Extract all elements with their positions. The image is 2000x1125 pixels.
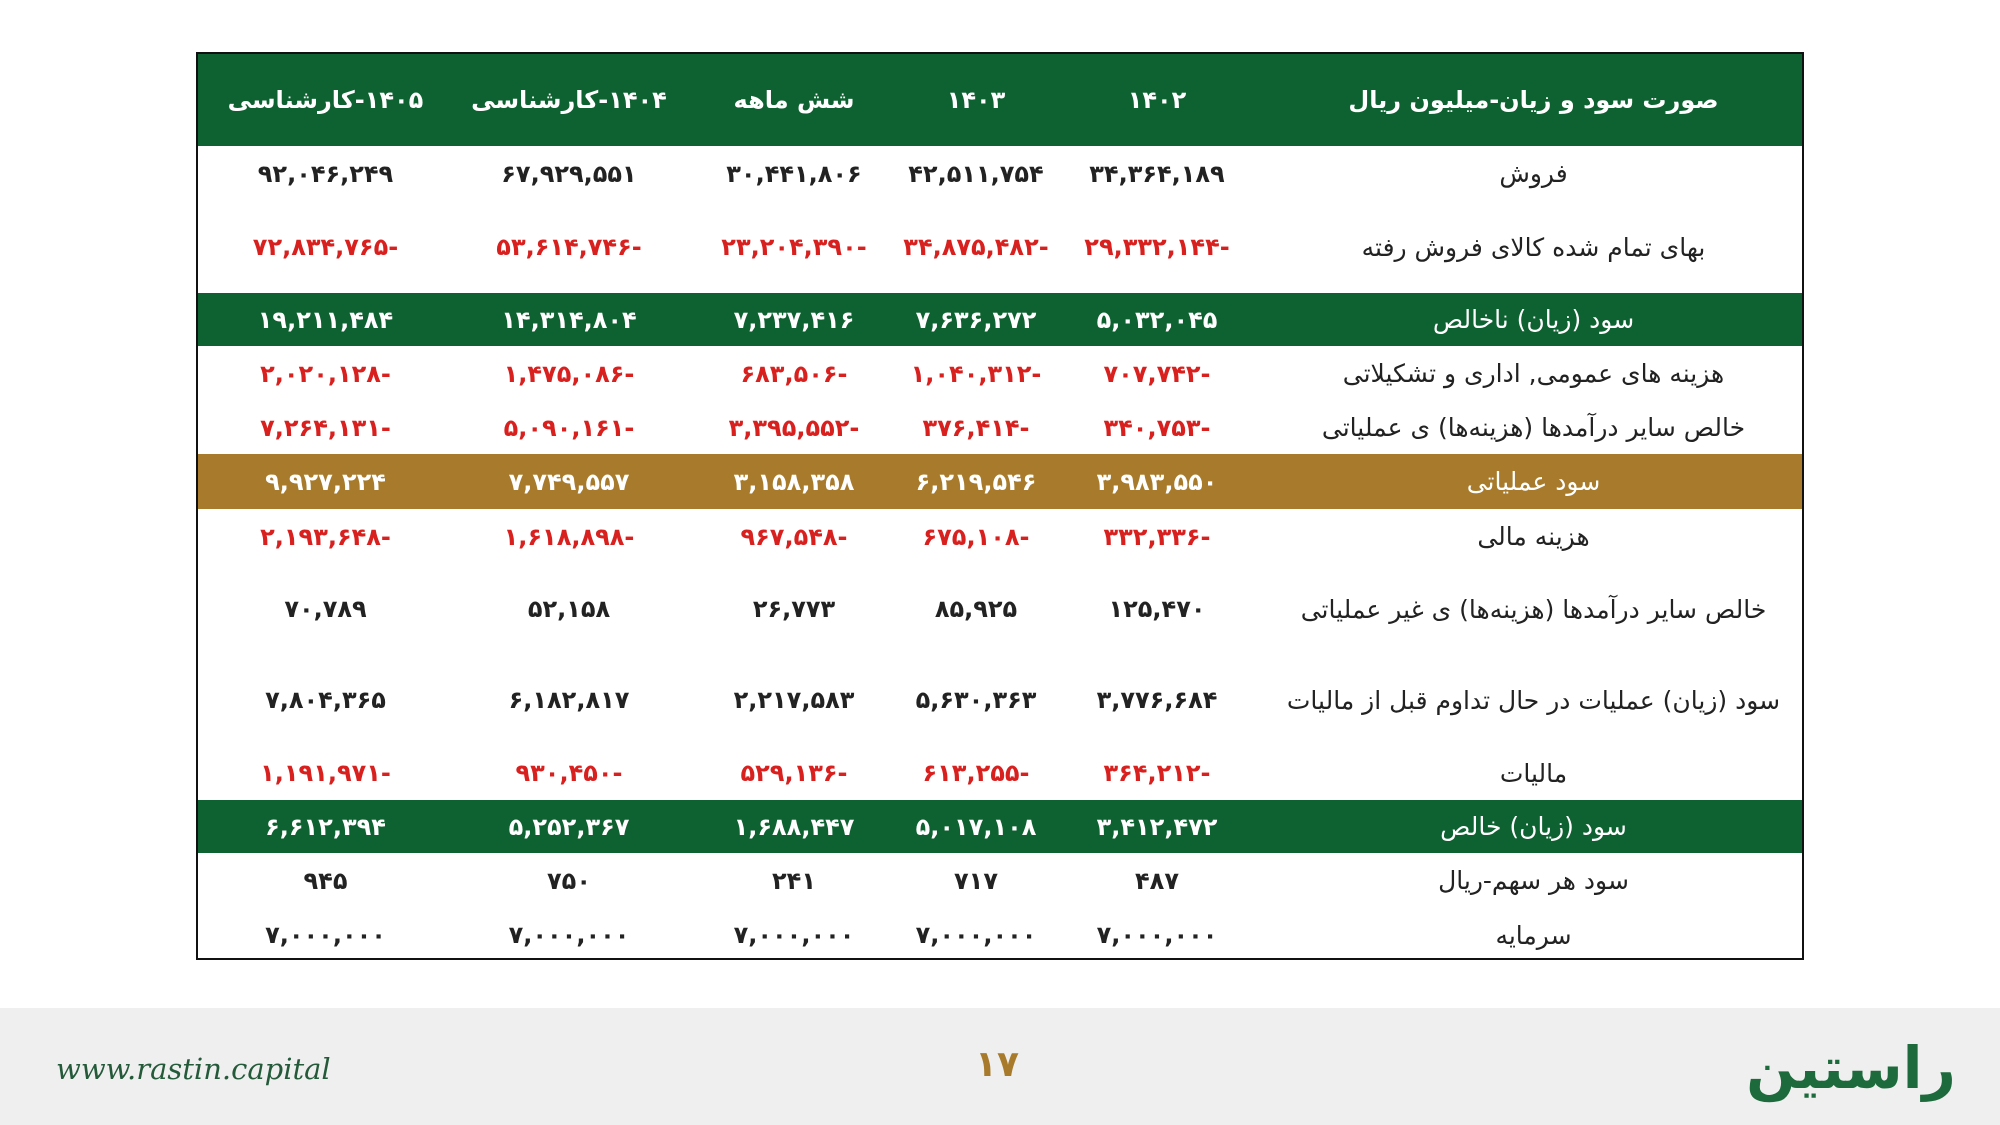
row-eps [198,853,1802,908]
cell-value: -۶۷۵,۱۰۸ [922,522,1030,551]
cell-value: -۱,۰۴۰,۳۱۲ [910,359,1042,388]
header-title: صورت سود و زیان-میلیون ریال [1265,54,1802,146]
row-label: سود (زیان) خالص [1265,800,1802,853]
cell-value: ۹۲,۰۴۶,۲۴۹ [257,159,394,188]
header-1403: ۱۴۰۳ [903,54,1049,146]
cell-value: -۵۳,۶۱۴,۷۴۶ [496,233,642,261]
cell-value: ۷,۰۰۰,۰۰۰ [1096,921,1218,949]
cell-value: -۳۶۴,۲۱۲ [1103,759,1211,787]
cell-value: -۶۸۳,۵۰۶ [740,359,848,388]
cell-value: -۷۰۷,۷۴۲ [1103,359,1211,388]
cell-value: ۳,۴۱۲,۴۷۲ [1049,800,1265,853]
row-operating-profit [198,454,1802,509]
cell-value: -۱,۶۱۸,۸۹۸ [503,522,635,551]
row-label: فروش [1499,159,1568,188]
cell-value: ۵,۰۳۲,۰۴۵ [1049,293,1265,346]
row-other-non-operating [198,564,1802,654]
cell-value: ۷,۸۰۴,۳۶۵ [265,686,386,714]
website-link[interactable]: www.rastin.capital [56,1052,331,1086]
row-pretax-profit [198,654,1802,746]
cell-value: ۷,۰۰۰,۰۰۰ [265,921,386,949]
row-label: مالیات [1499,758,1568,788]
cell-value: -۵,۰۹۰,۱۶۱ [503,413,635,442]
row-sales [198,146,1802,201]
cell-value: -۲۹,۳۳۲,۱۴۴ [1084,233,1230,261]
row-label: هزینه های عمومی, اداری و تشکیلاتی [1342,359,1725,388]
row-admin-expenses [198,346,1802,401]
cell-value: ۷,۰۰۰,۰۰۰ [915,921,1037,949]
cell-value: ۸۵,۹۲۵ [934,595,1018,623]
cell-value: -۹۳۰,۴۵۰ [515,759,623,787]
cell-value: ۲۴۱ [772,866,816,895]
cell-value: ۷,۰۰۰,۰۰۰ [508,921,630,949]
cell-value: ۹۴۵ [303,866,348,895]
table-header-row [198,54,1802,146]
cell-value: ۵,۲۵۲,۳۶۷ [453,800,685,853]
cell-value: ۵۲,۱۵۸ [527,595,611,623]
cell-value: -۱,۴۷۵,۰۸۶ [503,359,635,388]
row-label: سرمایه [1495,920,1572,950]
row-label: بهای تمام شده کالای فروش رفته [1361,232,1706,262]
income-statement-table [196,52,1804,960]
row-net-profit [198,800,1802,853]
cell-value: -۲,۰۲۰,۱۲۸ [260,359,391,388]
logo-text: راستین [1746,1034,1956,1102]
row-label: خالص سایر درآمدها (هزینه‌ها) ی غیر عملیاتی [1300,594,1767,624]
cell-value: ۷,۷۴۹,۵۵۷ [453,454,685,509]
row-other-operating [198,401,1802,454]
row-label: سود عملیاتی [1265,454,1802,509]
cell-value: -۳,۳۹۵,۵۵۲ [728,413,860,442]
cell-value: ۱,۶۸۸,۴۴۷ [685,800,903,853]
row-finance-cost [198,509,1802,564]
row-label: سود (زیان) ناخالص [1265,293,1802,346]
cell-value: -۹۶۷,۵۴۸ [740,522,848,551]
cell-value: -۶۱۳,۲۵۵ [922,759,1030,787]
cell-value: ۷,۰۰۰,۰۰۰ [733,921,855,949]
cell-value: ۵,۰۱۷,۱۰۸ [903,800,1049,853]
footer-bar [0,1008,2000,1125]
cell-value: ۳۰,۴۴۱,۸۰۶ [726,159,862,188]
cell-value: -۳۴۰,۷۵۳ [1103,413,1211,442]
cell-value: ۷۱۷ [954,866,998,895]
row-label: هزینه مالی [1477,522,1590,551]
cell-value: ۱۲۵,۴۷۰ [1108,595,1206,623]
income-statement-grid [198,54,1802,962]
cell-value: ۵,۶۳۰,۳۶۳ [915,686,1037,714]
cell-value: -۳۴,۸۷۵,۴۸۲ [903,233,1049,261]
rastin-logo [1740,1028,1962,1108]
cell-value: -۳۳۲,۳۳۶ [1103,522,1211,551]
cell-value: ۱۹,۲۱۱,۴۸۴ [198,293,453,346]
header-six-months: شش ماهه [685,54,903,146]
row-label: خالص سایر درآمدها (هزینه‌ها) ی عملیاتی [1321,413,1746,442]
cell-value: -۲,۱۹۳,۶۴۸ [260,522,391,551]
cell-value: ۷,۲۳۷,۴۱۶ [685,293,903,346]
cell-value: -۷,۲۶۴,۱۳۱ [260,413,391,442]
cell-value: ۳,۹۸۳,۵۵۰ [1049,454,1265,509]
cell-value: ۶,۶۱۲,۳۹۴ [198,800,453,853]
cell-value: ۶۷,۹۲۹,۵۵۱ [501,159,637,188]
cell-value: ۴۲,۵۱۱,۷۵۴ [908,159,1044,188]
cell-value: ۷۰,۷۸۹ [284,595,367,623]
row-label: سود هر سهم-ریال [1438,866,1629,895]
row-label: سود (زیان) عملیات در حال تداوم قبل از مالیات [1286,685,1781,715]
cell-value: ۲,۲۱۷,۵۸۳ [733,686,855,714]
header-1404-forecast: ۱۴۰۴-کارشناسی [453,54,685,146]
header-1402: ۱۴۰۲ [1049,54,1265,146]
cell-value: ۲۶,۷۷۳ [752,595,836,623]
row-cogs [198,201,1802,293]
row-capital [198,908,1802,962]
cell-value: ۳,۷۷۶,۶۸۴ [1096,686,1218,714]
cell-value: ۴۸۷ [1135,866,1179,895]
cell-value: -۷۲,۸۳۴,۷۶۵ [252,233,399,261]
cell-value: ۳۴,۳۶۴,۱۸۹ [1089,159,1225,188]
header-1405-forecast: ۱۴۰۵-کارشناسی [198,54,453,146]
row-tax [198,746,1802,800]
cell-value: -۵۲۹,۱۳۶ [740,759,848,787]
cell-value: ۶,۱۸۲,۸۱۷ [508,686,630,714]
cell-value: ۷,۶۳۶,۲۷۲ [903,293,1049,346]
cell-value: ۷۵۰ [547,866,591,895]
cell-value: -۳۷۶,۴۱۴ [922,413,1030,442]
cell-value: ۶,۲۱۹,۵۴۶ [903,454,1049,509]
cell-value: ۱۴,۳۱۴,۸۰۴ [453,293,685,346]
row-gross-profit [198,293,1802,346]
cell-value: ۳,۱۵۸,۳۵۸ [685,454,903,509]
cell-value: -۱,۱۹۱,۹۷۱ [260,759,391,787]
page-number: ۱۷ [975,1044,1019,1085]
cell-value: -۲۳,۲۰۴,۳۹۰ [721,233,867,261]
cell-value: ۹,۹۲۷,۲۲۴ [198,454,453,509]
